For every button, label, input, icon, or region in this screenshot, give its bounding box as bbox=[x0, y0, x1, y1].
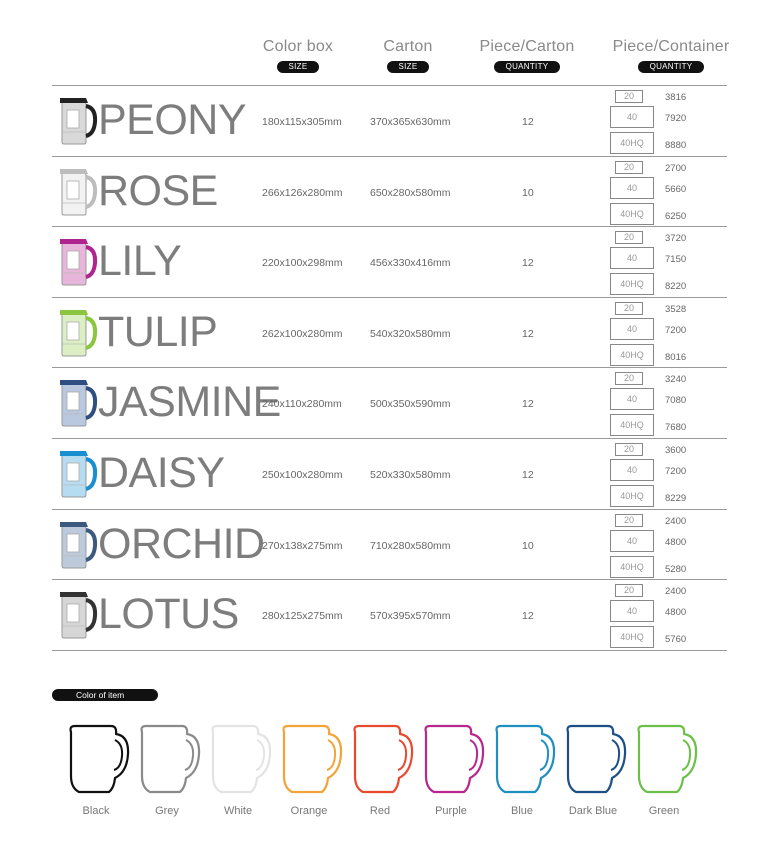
container-20-label: 20 bbox=[615, 161, 643, 174]
table-row bbox=[52, 157, 727, 228]
container-40hq-quantity: 8016 bbox=[665, 351, 687, 363]
header-piece-container bbox=[610, 38, 732, 74]
pitcher-outline-icon bbox=[132, 722, 202, 796]
table-row bbox=[52, 580, 727, 651]
pitcher-icon bbox=[54, 588, 98, 640]
piece-per-carton: 12 bbox=[522, 468, 534, 481]
container-40hq-label: 40HQ bbox=[610, 273, 654, 295]
container-20-label: 20 bbox=[615, 302, 643, 315]
container-20-quantity: 3720 bbox=[665, 233, 687, 245]
container-40hq-label: 40HQ bbox=[610, 485, 654, 507]
color-box-size: 250x100x280mm bbox=[262, 468, 343, 481]
container-40-quantity: 4800 bbox=[665, 536, 687, 548]
container-40-quantity: 7200 bbox=[665, 465, 687, 477]
pitcher-outline-icon bbox=[274, 722, 344, 796]
piece-per-carton: 12 bbox=[522, 327, 534, 340]
container-40hq-label: 40HQ bbox=[610, 132, 654, 154]
container-20-quantity: 3528 bbox=[665, 303, 687, 315]
pitcher-icon bbox=[54, 235, 98, 287]
product-name: ROSE bbox=[98, 166, 218, 215]
carton-size: 540x320x580mm bbox=[370, 327, 451, 340]
container-20-quantity: 3240 bbox=[665, 374, 687, 386]
color-name: Dark Blue bbox=[568, 805, 618, 817]
container-40hq-quantity: 5280 bbox=[665, 563, 687, 575]
table-row bbox=[52, 368, 727, 439]
container-40-label: 40 bbox=[610, 530, 654, 552]
container-40-quantity: 5660 bbox=[665, 183, 687, 195]
color-swatches bbox=[60, 722, 740, 832]
product-name: TULIP bbox=[98, 307, 218, 356]
header-carton bbox=[380, 38, 436, 74]
container-40-label: 40 bbox=[610, 600, 654, 622]
carton-size: 456x330x416mm bbox=[370, 257, 451, 270]
container-40-label: 40 bbox=[610, 106, 654, 128]
container-40-quantity: 7200 bbox=[665, 324, 687, 336]
pitcher-icon bbox=[54, 518, 98, 570]
container-40hq-quantity: 6250 bbox=[665, 210, 687, 222]
container-40-quantity: 7150 bbox=[665, 254, 687, 266]
carton-size: 570x395x570mm bbox=[370, 610, 451, 623]
table-header bbox=[0, 38, 760, 80]
color-name: Blue bbox=[510, 805, 534, 817]
container-20-quantity: 2400 bbox=[665, 515, 687, 527]
header-piece-container-title: Piece/Container bbox=[612, 38, 730, 55]
container-20-quantity: 3816 bbox=[665, 92, 687, 103]
container-40hq-quantity: 5760 bbox=[665, 634, 687, 646]
pitcher-icon bbox=[54, 306, 98, 358]
pitcher-outline-icon bbox=[61, 722, 131, 796]
color-box-size: 270x138x275mm bbox=[262, 539, 343, 552]
pitcher-icon bbox=[54, 447, 98, 499]
container-20-label: 20 bbox=[615, 443, 643, 456]
container-quantities bbox=[609, 584, 729, 648]
container-40hq-label: 40HQ bbox=[610, 414, 654, 436]
container-40-label: 40 bbox=[610, 247, 654, 269]
container-20-label: 20 bbox=[615, 514, 643, 527]
container-40-quantity: 7080 bbox=[665, 395, 687, 407]
container-40hq-label: 40HQ bbox=[610, 344, 654, 366]
carton-size: 650x280x580mm bbox=[370, 186, 451, 199]
container-40-quantity: 4800 bbox=[665, 607, 687, 619]
container-40-label: 40 bbox=[610, 388, 654, 410]
color-of-item-badge: Color of item bbox=[52, 689, 158, 701]
container-40-label: 40 bbox=[610, 459, 654, 481]
container-quantities bbox=[609, 90, 729, 154]
container-20-label: 20 bbox=[615, 372, 643, 385]
color-box-size: 280x125x275mm bbox=[262, 610, 343, 623]
piece-per-carton: 12 bbox=[522, 116, 534, 128]
header-piece-carton bbox=[478, 38, 576, 74]
color-box-size: 180x115x305mm bbox=[262, 116, 342, 128]
product-table bbox=[52, 85, 727, 651]
product-name: ORCHID bbox=[98, 519, 265, 568]
piece-per-carton: 10 bbox=[522, 539, 534, 552]
container-40-label: 40 bbox=[610, 318, 654, 340]
header-color-box-badge: SIZE bbox=[277, 61, 320, 73]
carton-size: 370x365x630mm bbox=[370, 116, 451, 128]
header-color-box-title: Color box bbox=[262, 38, 334, 55]
table-row bbox=[52, 510, 727, 581]
container-20-label: 20 bbox=[615, 231, 643, 244]
color-name: Purple bbox=[435, 805, 467, 817]
container-20-quantity: 3600 bbox=[665, 444, 687, 456]
pitcher-icon bbox=[54, 376, 98, 428]
container-40hq-quantity: 7680 bbox=[665, 422, 687, 434]
color-name: Orange bbox=[290, 805, 328, 817]
container-20-quantity: 2400 bbox=[665, 586, 687, 598]
header-piece-carton-title: Piece/Carton bbox=[479, 38, 575, 55]
header-carton-badge: SIZE bbox=[387, 61, 430, 73]
container-40hq-label: 40HQ bbox=[610, 626, 654, 648]
container-quantities bbox=[609, 372, 729, 436]
header-piece-carton-badge: QUANTITY bbox=[494, 61, 561, 73]
table-row bbox=[52, 86, 727, 157]
container-20-label: 20 bbox=[615, 90, 643, 103]
header-piece-container-badge: QUANTITY bbox=[638, 61, 705, 73]
pitcher-outline-icon bbox=[487, 722, 557, 796]
product-name: LOTUS bbox=[98, 590, 239, 639]
container-20-label: 20 bbox=[615, 584, 643, 597]
color-name: Green bbox=[648, 805, 680, 817]
container-40hq-quantity: 8220 bbox=[665, 281, 687, 293]
carton-size: 710x280x580mm bbox=[370, 539, 451, 552]
container-40hq-quantity: 8880 bbox=[665, 140, 687, 151]
container-40hq-label: 40HQ bbox=[610, 203, 654, 225]
color-name: Black bbox=[82, 805, 110, 817]
table-row bbox=[52, 298, 727, 369]
container-40hq-quantity: 8229 bbox=[665, 492, 687, 504]
carton-size: 500x350x590mm bbox=[370, 398, 451, 411]
container-40-label: 40 bbox=[610, 177, 654, 199]
color-box-size: 240x110x280mm bbox=[262, 398, 342, 411]
product-name: PEONY bbox=[98, 96, 247, 144]
container-quantities bbox=[609, 302, 729, 366]
table-row bbox=[52, 439, 727, 510]
container-quantities bbox=[609, 231, 729, 295]
header-carton-title: Carton bbox=[383, 38, 433, 55]
pitcher-outline-icon bbox=[345, 722, 415, 796]
piece-per-carton: 12 bbox=[522, 398, 534, 411]
product-name: LILY bbox=[98, 237, 182, 286]
pitcher-outline-icon bbox=[416, 722, 486, 796]
container-40hq-label: 40HQ bbox=[610, 556, 654, 578]
color-box-size: 220x100x298mm bbox=[262, 257, 343, 270]
container-quantities bbox=[609, 161, 729, 225]
table-row bbox=[52, 227, 727, 298]
pitcher-outline-icon bbox=[203, 722, 273, 796]
header-color-box bbox=[262, 38, 334, 74]
color-name: Red bbox=[369, 805, 391, 817]
pitcher-outline-icon bbox=[558, 722, 628, 796]
piece-per-carton: 12 bbox=[522, 257, 534, 270]
product-name: JASMINE bbox=[98, 378, 281, 427]
piece-per-carton: 12 bbox=[522, 610, 534, 623]
color-swatch bbox=[628, 722, 700, 822]
color-box-size: 266x126x280mm bbox=[262, 186, 343, 199]
container-quantities bbox=[609, 443, 729, 507]
pitcher-outline-icon bbox=[629, 722, 699, 796]
color-name: White bbox=[223, 805, 253, 817]
pitcher-icon bbox=[54, 94, 98, 146]
piece-per-carton: 10 bbox=[522, 186, 534, 199]
container-quantities bbox=[609, 514, 729, 578]
carton-size: 520x330x580mm bbox=[370, 468, 451, 481]
container-20-quantity: 2700 bbox=[665, 162, 687, 174]
pitcher-icon bbox=[54, 165, 98, 217]
container-40-quantity: 7920 bbox=[665, 113, 687, 124]
color-name: Grey bbox=[155, 805, 179, 817]
color-box-size: 262x100x280mm bbox=[262, 327, 343, 340]
product-name: DAISY bbox=[98, 448, 225, 497]
